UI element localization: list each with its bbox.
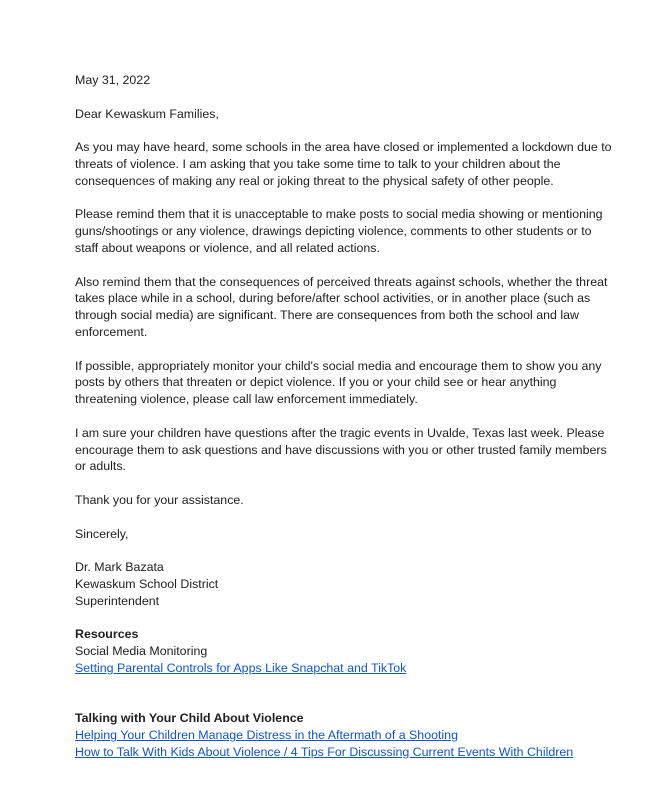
resources-heading: Resources [75, 627, 139, 642]
spacer [75, 693, 615, 710]
spacer [75, 509, 615, 526]
signature-name: Dr. Mark Bazata [75, 560, 164, 575]
signature-block [75, 559, 615, 609]
signature-organization: Kewaskum School District [75, 576, 219, 591]
letter-paragraph-3: Also remind them that the consequences of perceived threats against schools, whether the threat takes place while in a school, during before/after school activities, or in another place (such as through social media) are significant. There are consequences from both the school and law enforcement. [75, 274, 608, 339]
letter-paragraph-2: Please remind them that it is unacceptable to make posts to social media showing or mentioning guns/shootings or any violence, drawings depicting violence, comments to other students or to staff about weapons or violence, and all related actions. [75, 207, 603, 255]
spacer [75, 257, 615, 274]
spacer [75, 190, 615, 207]
talking-link-distress-shooting[interactable]: Helping Your Children Manage Distress in the Aftermath of a Shooting [75, 728, 458, 743]
signature-title: Superintendent [75, 593, 160, 608]
spacer [75, 610, 615, 627]
talking-link-talk-about-violence[interactable]: How to Talk With Kids About Violence / 4 Tips For Discussing Current Events With Children [75, 744, 574, 759]
letter-closing: Sincerely, [75, 526, 129, 541]
spacer [75, 408, 615, 425]
letter-paragraph-5: I am sure your children have questions after the tragic events in Uvalde, Texas last week. Please encourage them to ask questions and have discussions with you or other trusted family members or adults. [75, 425, 607, 474]
talking-section [75, 710, 615, 760]
letter-paragraph-1: As you may have heard, some schools in the area have closed or implemented a lockdown due to threats of violence. I am asking that you take some time to talk to your children about the consequences of making any real or joking threat to the physical safety of other people. [75, 140, 612, 188]
letter-document [75, 72, 615, 761]
spacer [75, 89, 615, 106]
letter-thanks: Thank you for your assistance. [75, 492, 244, 507]
resource-link-parental-controls[interactable]: Setting Parental Controls for Apps Like Snapchat and TikTok [75, 660, 407, 675]
talking-heading: Talking with Your Child About Violence [75, 711, 304, 726]
spacer [75, 122, 615, 139]
spacer [75, 475, 615, 492]
letter-paragraph-4: If possible, appropriately monitor your child's social media and encourage them to show you any posts by others that threaten or depict violence. If you or your child see or hear anything threatening violence, please call law enforcement immediately. [75, 358, 602, 407]
spacer [75, 542, 615, 559]
resources-section [75, 626, 615, 676]
resources-subheading: Social Media Monitoring [75, 644, 208, 659]
letter-date: May 31, 2022 [75, 73, 151, 87]
spacer [75, 341, 615, 358]
spacer [75, 677, 615, 694]
letter-salutation: Dear Kewaskum Families, [75, 106, 219, 121]
